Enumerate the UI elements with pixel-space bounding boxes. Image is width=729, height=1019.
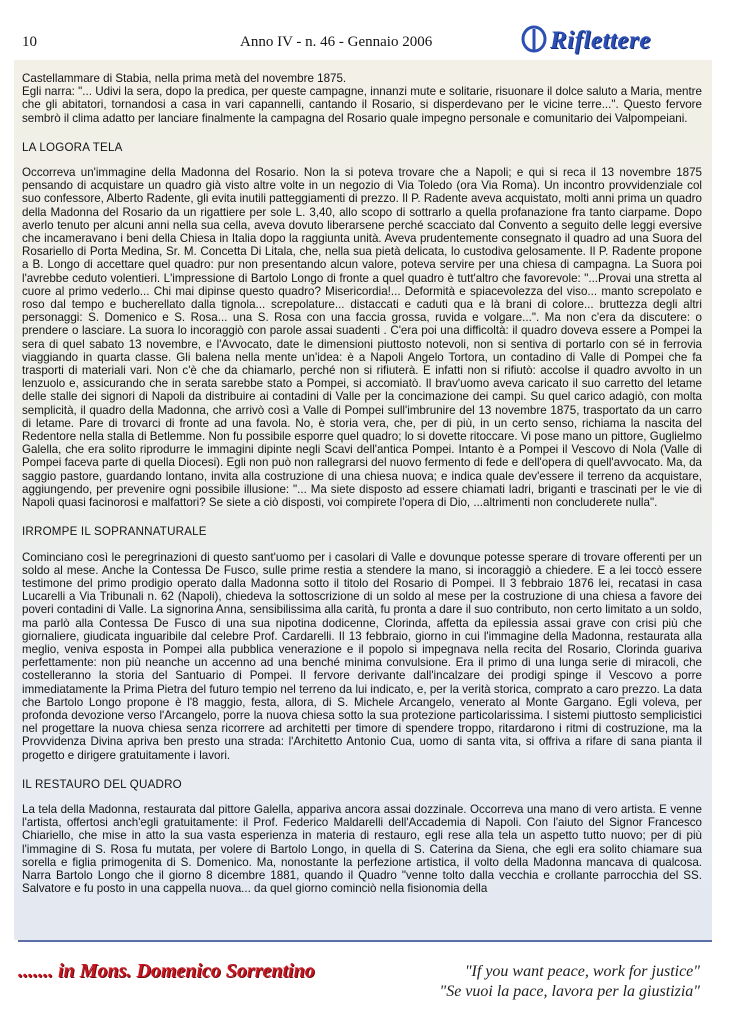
logo-text: Riflettere [550,27,651,54]
logo-mark-icon [520,23,548,55]
issue-info: Anno IV - n. 46 - Gennaio 2006 [240,34,433,50]
section-paragraph: La tela della Madonna, restaurata dal pittore Galella, appariva ancora assai dozzinale. Occorreva una mano di vero artista. E venne l'artista, offertosi anch'egli gratuitamente: il Prof. Federico Maldarelli dell'Accademia di Napoli. Con l'aiuto del Signor Francesco Chiariello, che mise in atto la sua vasta esperienza in materia di restauro, egli rese alla tela un aspetto tutto nuovo; per di più l'immagine di S. Rosa fu mutata, per volere di Bartolo Longo, in quella di S. Caterina da Siena, che egli era solito chiamare sua sorella e figlia primogenita di S. Domenico. Ma, nonostante la perfezione artistica, il volto della Madonna mancava di qualcosa. Narra Bartolo Longo che il giorno 8 dicembre 1881, quando il Quadro "venne tolto dalla vecchia e crollante parrocchia del SS. Salvatore e fu posto in una cappella nuova... da quel giorno cominciò nella fisionomia della [22,802,702,896]
footer-quote [400,962,700,1002]
quote-english: "If you want peace, work for justice" [464,963,700,980]
footer-divider [18,940,712,942]
page-header [0,0,729,58]
magazine-logo [520,25,720,57]
quote-italian: "Se vuoi la pace, lavora per la giustizia" [439,983,700,1000]
section-paragraph: Cominciano così le peregrinazioni di questo sant'uomo per i casolari di Valle e dovunque potesse sperare di trovare offerenti per un soldo al mese. Anche la Contessa De Fusco, sulle prime restia a stendere la mano, si incoraggiò a chiedere. E a lei toccò essere testimone del primo prodigio operato dalla Madonna sotto il titolo del Rosario di Pompei. Il 3 febbraio 1876 lei, recatasi in casa Lucarelli a Via Tribunali n. 62 (Napoli), chiedeva la sottoscrizione di un soldo al mese per la costruzione di una chiesa a favore dei poveri contadini di Valle. La signorina Anna, sensibilissima alla carità, fu pronta a dare il suo contributo, non certo limitato a un soldo, ma parlò alla Contessa De Fusco di una sua nipotina dodicenne, Clorinda, affetta da epilessia assai grave con crisi più che giornaliere, giudicata inguaribile dal celebre Prof. Cardarelli. Il 13 febbraio, giorno in cui l'immagine della Madonna, restaurata alla meglio, veniva esposta in Pompei alla pubblica venerazione e il popolo si impegnava nella recita del Rosario, Clorinda guariva perfettamente: non più neanche un accenno ad una benché minima convulsione. Era il primo di una lunga serie di miracoli, che costelleranno la storia del Santuario di Pompei. Il fervore derivante dall'incalzare dei prodigi spinge il Vescovo a porre immediatamente la Prima Pietra del futuro tempio nel terreno da lui indicato, e, per la verità storica, comprato a caro prezzo. La data che Bartolo Longo propone è l'8 maggio, festa, allora, di S. Michele Arcangelo, venerato al Monte Gargano. Egli voleva, per profonda devozione verso l'Arcangelo, porre la nuova chiesa sotto la sua protezione particolarissima. I sistemi piuttosto semplicistici nel progettare la nuova chiesa senza ricorrere ad architetti per timore di spendere troppo, ritardarono i ritmi di costruzione, ma la Provvidenza Divina apriva ben presto una strada: l'Architetto Antonio Cua, uomo di santa vita, si offriva a rifare di sana pianta il progetto e dirigere gratuitamente i lavori. [22,550,702,762]
section-paragraph: Occorreva un'immagine della Madonna del Rosario. Non la si poteva trovare che a Napoli; e qui si reca il 13 novembre 1875 pensando di acquistare un quadro già visto altre volte in un negozio di Via Toledo (ora Via Roma). Un incontro provvidenziale col suo confessore, Alberto Radente, gli evita inutili patteggiamenti di prezzo. Il P. Radente aveva acquistato, molti anni prima un quadro della Madonna del Rosario da un rigattiere per sole L. 3,40, allo scopo di sottrarlo a quella profanazione fra tanto ciarpame. Dopo averlo tenuto per alcuni anni nella sua cella, aveva dovuto liberarsene perché scacciato dal Convento a seguito delle leggi eversive che incameravano i beni della Chiesa in Italia dopo la raggiunta unità. Aveva prudentemente consegnato il quadro ad una Suora del Rosariello di Porta Medina, Sr. M. Concetta Di Litala, che, nella sua pietà delicata, lo custodiva gelosamente. Il P. Radente propone a B. Longo di accettare quel quadro: pur non presentando alcun valore, poteva servire per una chiesa di campagna. La Suora poi l'avrebbe ceduto volentieri. L'impressione di Bartolo Longo di fronte a quel quadro è tutt'altro che favorevole: "...Provai una stretta al cuore al primo vederlo... Chi mai dipinse questo quadro? Misericordia!... Deformità e spiacevolezza del viso... manto screpolato e roso dal tempo e bucherellato dalla tignola... screpolature... distaccati e caduti qua e là brani di colore... bruttezza degli altri personaggi: S. Domenico e S. Rosa... una S. Rosa con una faccia grossa, ruvida e volgare...". Ma non c'era da discutere: o prendere o lasciare. La suora lo incoraggiò con parole assai suadenti . C'era poi una difficoltà: il quadro doveva essere a Pompei la sera di quel sabato 13 novembre, e l'Avvocato, date le dimensioni piuttosto notevoli, non si sentiva di portarlo con sé in ferrovia viaggiando in quarta classe. Gli balena nella mente un'idea: è a Napoli Angelo Tortora, un contadino di Valle di Pompei che fa trasporti di materiali vari. Non c'è che da chiamarlo, perché non si rifiuterà. E infatti non si rifiutò: accolse il quadro avvolto in un lenzuolo e, assicurando che in serata sarebbe stato a Pompei, si accomiatò. Il brav'uomo aveva caricato il suo carretto del letame delle stalle dei signori di Napoli da distribuire ai contadini di Valle per la concimazione dei campi. Su quel carico adagiò, con molta semplicità, il quadro della Madonna, che arrivò così a Valle di Pompei sull'imbrunire del 13 novembre 1875, trasportato da un carro di letame. Pare di trovarci di fronte ad una favola. No, è storia vera, che, per di più, in un certo senso, richiama la nascita del Redentore nella stalla di Betlemme. Non fu possibile esporre quel quadro; lo si dovette ritoccare. Vi pose mano un pittore, Guglielmo Galella, che era solito riprodurre le immagini dipinte negli Scavi dell'antica Pompei. Intanto è a Pompei il Vescovo di Nola (Valle di Pompei faceva parte di quella Diocesi). Egli non può non rallegrarsi del nuovo fermento di fede e dell'opera di quell'avvocato. Ma, da saggio pastore, guardando lontano, invita alla costruzione di una chiesa nuova; e indica quale dev'essere il terreno da acquistare, aggiungendo, per prevenire ogni possibile illusione: "... Ma siete disposto ad essere chiamati ladri, briganti e trascinati per le vie di Napoli quasi facinorosi e malfattori? Se siete a ciò disposti, voi compirete l'opera di Dio, ...altrimenti non concluderete nulla". [22,166,702,510]
intro-line: Castellammare di Stabia, nella prima metà del novembre 1875. [22,72,347,85]
intro-paragraph: Egli narra: "... Udivi la sera, dopo la predica, per queste campagne, innanzi mute e solitarie, risuonare il dolce saluto a Maria, mentre che gli abitatori, tornandosi a casa in vari capannelli, cantando il Rosario, si disperdevano per le vicine terre...". Questo fervore sembrò il clima adatto per lanciare finalmente la campagna del Rosario quale impegno personale e comunitario dei Valpompeiani. [22,85,702,125]
section-heading: IL RESTAURO DEL QUADRO [22,777,182,791]
footer-dedication: ....... in Mons. Domenico Sorrentino [18,960,315,982]
section-heading: LA LOGORA TELA [22,140,123,154]
article-text [22,72,702,895]
section-heading: IRROMPE IL SOPRANNATURALE [22,525,207,539]
page-number: 10 [22,34,37,50]
article-body [14,60,712,940]
